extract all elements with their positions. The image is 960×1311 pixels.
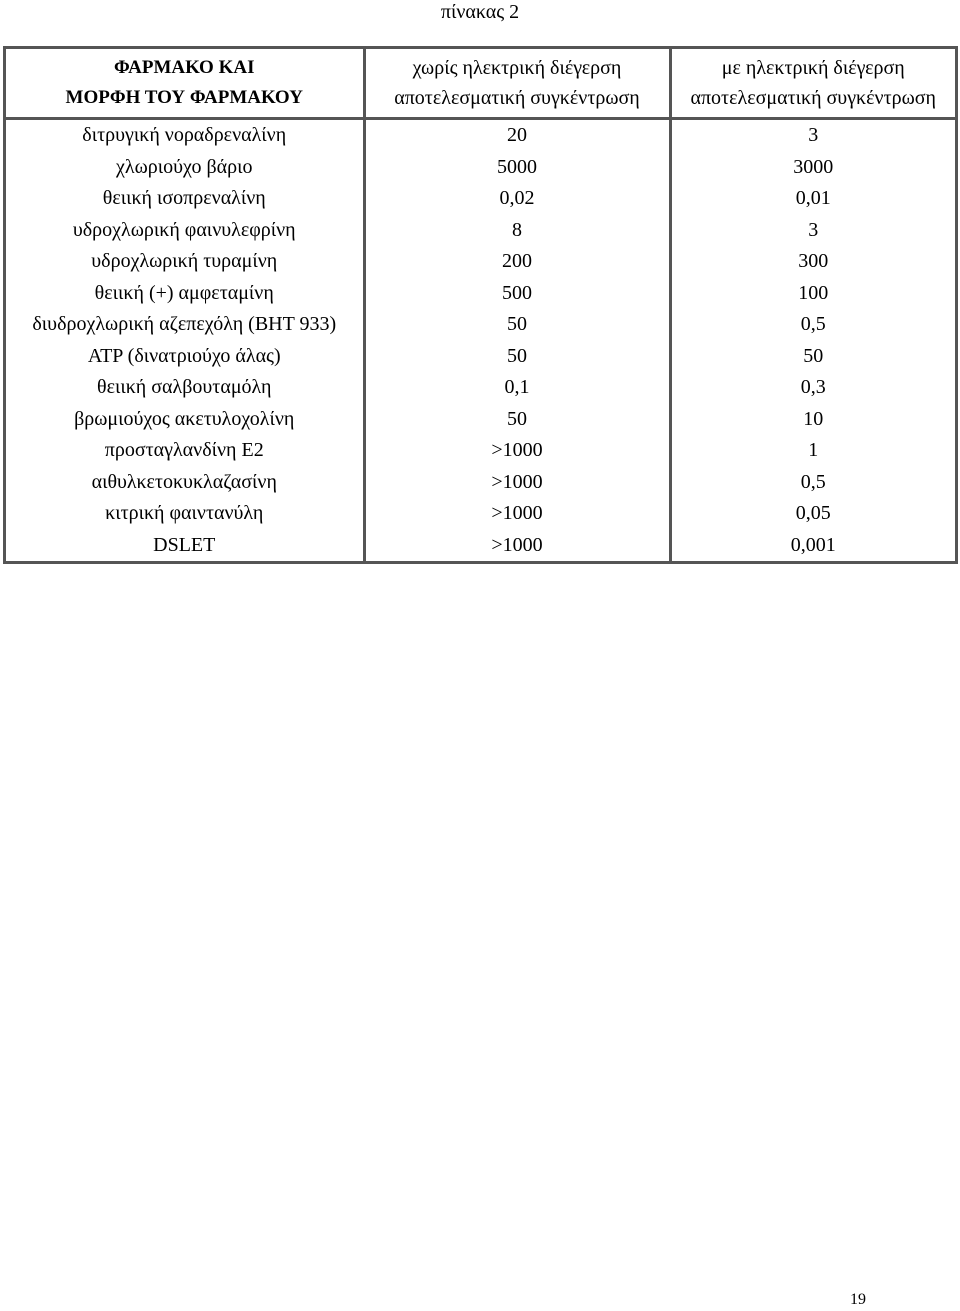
header-drug (6, 49, 364, 119)
header-with-line1: με ηλεκτρική διέγερση (721, 57, 905, 79)
cell-with-stimulation: 0,5 (670, 309, 955, 341)
header-drug-line2: ΜΟΡΦΗ ΤΟΥ ΦΑΡΜΑΚΟΥ (65, 87, 303, 108)
header-without-line2: αποτελεσματική συγκέντρωση (394, 87, 640, 109)
cell-drug: υδροχλωρική τυραμίνη (91, 250, 278, 273)
cell-drug: ATP (δινατριούχο άλας) (87, 344, 281, 367)
table-row (6, 435, 955, 467)
cell-with-stimulation: 300 (670, 246, 955, 278)
table-row (6, 404, 955, 436)
header-without-line1: χωρίς ηλεκτρική διέγερση (412, 57, 622, 79)
table-row (6, 309, 955, 341)
cell-without-stimulation: 0,02 (364, 183, 670, 215)
cell-with-stimulation: 3 (670, 215, 955, 247)
table-row (6, 498, 955, 530)
header-without-stimulation (364, 49, 670, 119)
table-row (6, 278, 955, 310)
cell-with-stimulation: 3000 (670, 152, 955, 184)
cell-without-stimulation: 500 (364, 278, 670, 310)
cell-drug: κιτρική φαιντανύλη (105, 502, 264, 525)
cell-without-stimulation: 5000 (364, 152, 670, 184)
cell-with-stimulation: 0,5 (670, 467, 955, 499)
table-body (6, 119, 955, 562)
cell-without-stimulation: >1000 (364, 467, 670, 499)
cell-with-stimulation: 0,05 (670, 498, 955, 530)
page-number: 19 (850, 1291, 866, 1308)
cell-drug: βρωμιούχος ακετυλοχολίνη (74, 407, 295, 430)
cell-without-stimulation: >1000 (364, 435, 670, 467)
table-row (6, 341, 955, 373)
table-row (6, 119, 955, 152)
cell-without-stimulation: >1000 (364, 498, 670, 530)
cell-with-stimulation: 0,001 (670, 530, 955, 562)
header-row (6, 49, 955, 119)
cell-without-stimulation: 20 (364, 119, 670, 152)
drug-concentration-table-frame (3, 46, 958, 564)
table-row (6, 467, 955, 499)
cell-without-stimulation: 0,1 (364, 372, 670, 404)
drug-concentration-table (6, 49, 955, 561)
header-with-line2: αποτελεσματική συγκέντρωση (690, 87, 936, 109)
cell-drug: υδροχλωρική φαινυλεφρίνη (72, 218, 296, 241)
cell-drug: θειική σαλβουταμόλη (96, 376, 272, 399)
table-caption: πίνακας 2 (440, 1, 520, 23)
cell-without-stimulation: 50 (364, 341, 670, 373)
cell-without-stimulation: 200 (364, 246, 670, 278)
cell-drug: διτρυγική νοραδρεναλίνη (82, 124, 287, 147)
header-drug-line1: ΦΑΡΜΑΚΟ ΚΑΙ (114, 57, 255, 78)
cell-with-stimulation: 0,01 (670, 183, 955, 215)
table-row (6, 215, 955, 247)
cell-without-stimulation: 8 (364, 215, 670, 247)
cell-drug: διυδροχλωρική αζεπεχόλη (BHT 933) (32, 313, 337, 336)
cell-with-stimulation: 10 (670, 404, 955, 436)
cell-drug: αιθυλκετοκυκλαζασίνη (91, 470, 277, 493)
cell-with-stimulation: 50 (670, 341, 955, 373)
table-row (6, 152, 955, 184)
cell-drug: DSLET (153, 533, 216, 556)
table-row (6, 372, 955, 404)
cell-with-stimulation: 1 (670, 435, 955, 467)
cell-with-stimulation: 100 (670, 278, 955, 310)
table-header (6, 49, 955, 119)
cell-without-stimulation: 50 (364, 404, 670, 436)
cell-without-stimulation: 50 (364, 309, 670, 341)
cell-drug: χλωριούχο βάριο (116, 155, 253, 178)
cell-drug: θειική (+) αμφεταμίνη (94, 281, 274, 304)
cell-drug: προσταγλανδίνη Ε2 (104, 439, 264, 462)
cell-without-stimulation: >1000 (364, 530, 670, 562)
table-row (6, 246, 955, 278)
table-row (6, 183, 955, 215)
header-with-stimulation (670, 49, 955, 119)
cell-with-stimulation: 0,3 (670, 372, 955, 404)
cell-with-stimulation: 3 (670, 119, 955, 152)
cell-drug: θειική ισοπρεναλίνη (102, 187, 266, 210)
table-row (6, 530, 955, 562)
